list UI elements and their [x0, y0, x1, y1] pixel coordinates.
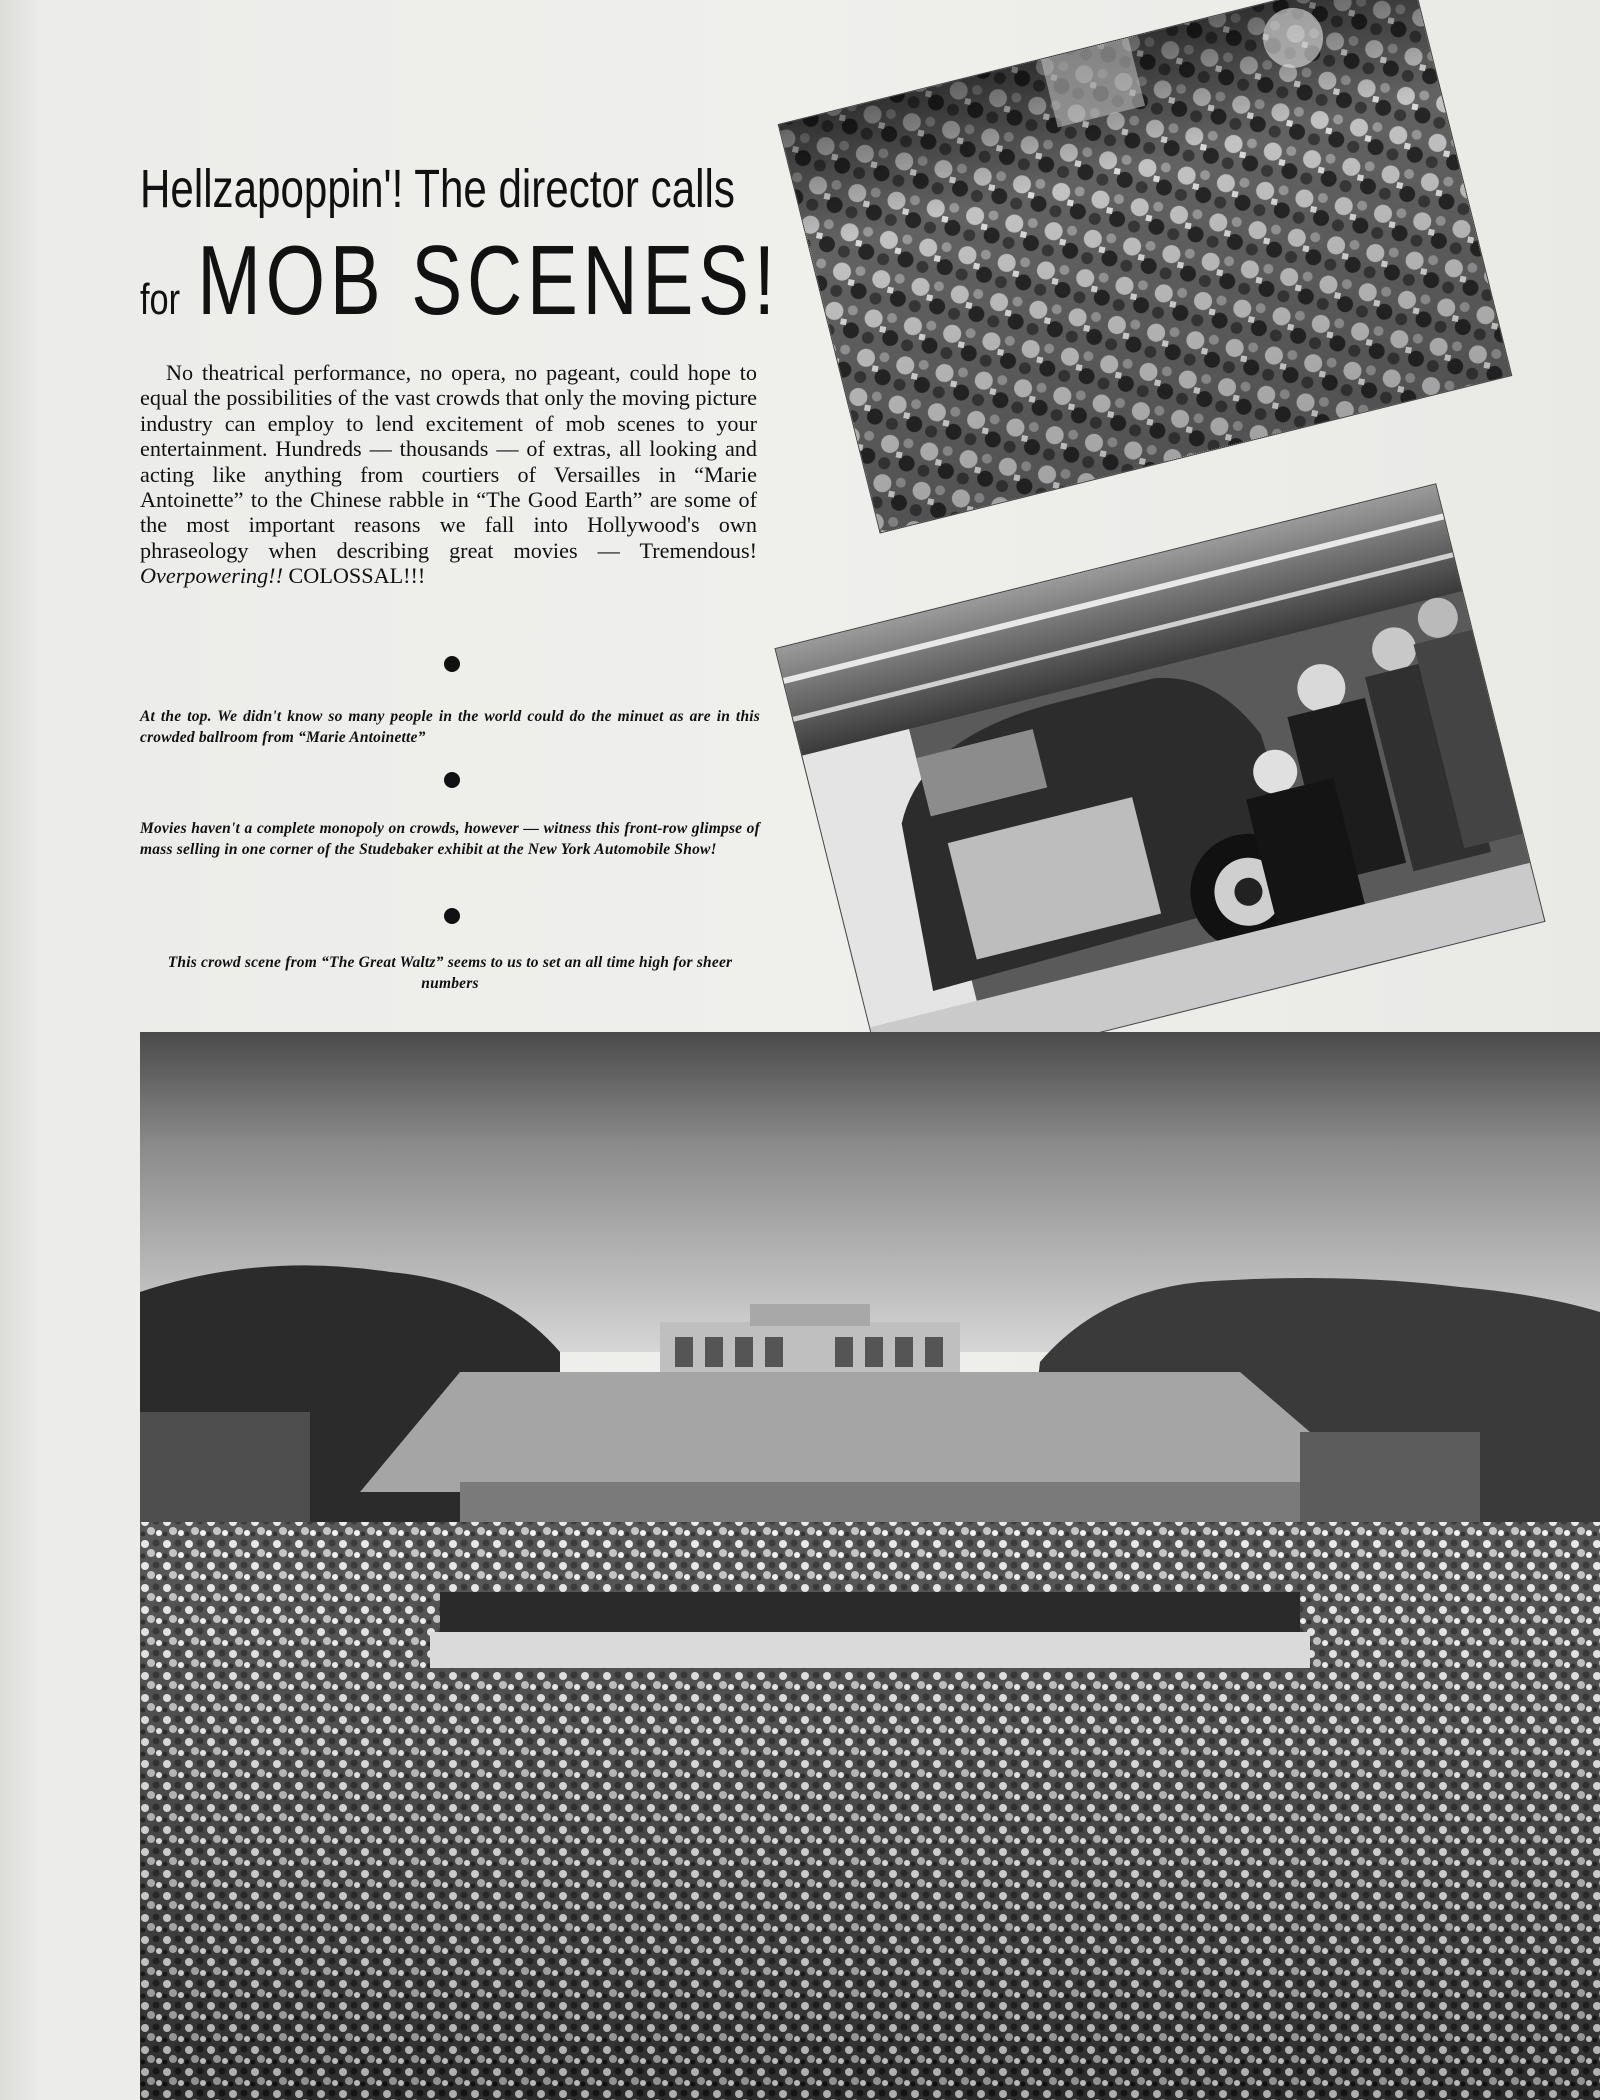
bullet-1 [444, 656, 460, 672]
caption-bottom: This crowd scene from “The Great Waltz” seems to us to set an all time high for sheer numbers [167, 954, 733, 992]
body-end: COLOSSAL!!! [288, 563, 426, 589]
headline [140, 158, 780, 337]
headline-mob-scenes: MOB SCENES! [197, 225, 780, 335]
bullet-2 [444, 772, 460, 788]
headline-line1: Hellzapoppin'! The director calls [140, 159, 735, 219]
bullet-3 [444, 908, 460, 924]
headline-line2 [140, 224, 780, 337]
caption-middle: Movies haven't a complete monopoly on crowds, however — witness this front-row glimpse of mass selling in one corner of the Studebaker exhibit at the New York Automobile Show! [140, 820, 760, 858]
body-emphasis: Overpowering!! [140, 563, 283, 589]
body-main: No theatrical performance, no opera, no pageant, could hope to equal the possibilities of the vast crowds that only the moving picture industry can employ to lend excitement of mob scenes to your entertainment. Hundreds — thousands — of extras, all looking and acting like anything from courtiers of Versailles in “Marie Antoinette” to the Chinese rabble in “The Good Earth” are some of the most important reasons we fall into Hollywood's own phraseology when describing great movies — Tremendous! [140, 360, 757, 563]
great-waltz-photo [140, 1032, 1600, 2100]
body-paragraph [140, 360, 757, 589]
headline-for: for [140, 275, 181, 324]
caption-top: At the top. We didn't know so many people in the world could do the minuet as are in this crowded ballroom from “Marie Antoinette” [140, 708, 760, 746]
